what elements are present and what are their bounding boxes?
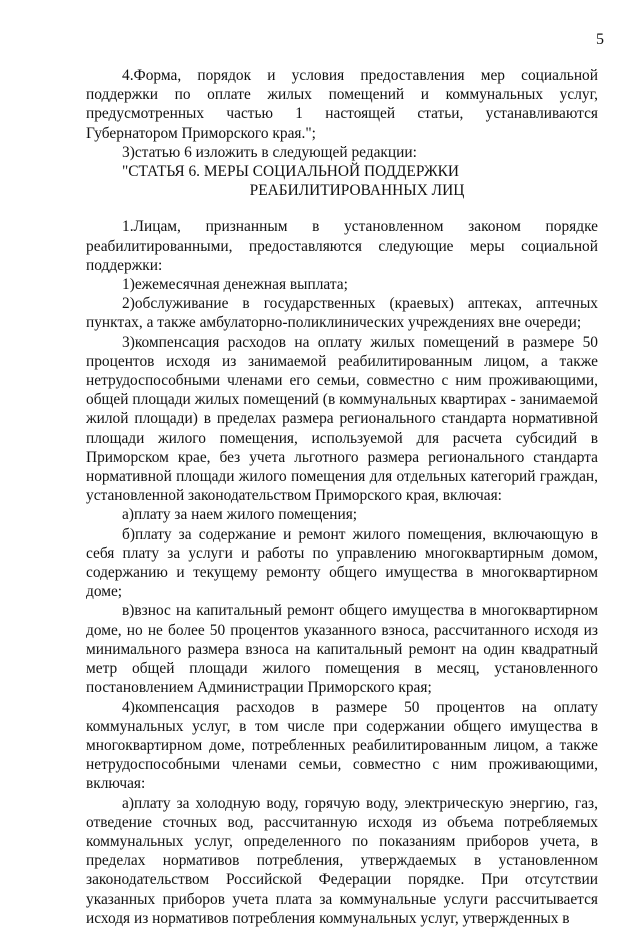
paragraph-article-5-part-4: 4.Форма, порядок и условия предоставления мер социальной поддержки по оплате жилых помещений и коммунальных услуг, предусмотренных частью 1 настоящей статьи, устанавливаются Губернатором Приморского края."; [86,67,598,142]
page-number: 5 [596,31,604,48]
paragraph-item-2: 2)обслуживание в государственных (краевых) аптеках, аптечных пунктах, а также амбулаторно-поликлинических учреждениях вне очереди; [86,295,598,332]
paragraph-subitem-a: а)плату за наем жилого помещения; [122,506,358,524]
document-body [86,66,598,928]
article-6-title-line-1: "СТАТЬЯ 6. МЕРЫ СОЦИАЛЬНОЙ ПОДДЕРЖКИ [122,163,460,181]
paragraph-item-3: 3)компенсация расходов на оплату жилых помещений в размере 50 процентов исходя из занимаемой реабилитированным лицом, а также нетрудоспособными членами его семьи, совместно с ним проживающими, общей площади жилых помещений (в коммунальных квартирах - занимаемой жилой площади) в пределах размера регионального стандарта нормативной площади жилого помещения, используемой для расчета субсидий в Приморском крае, без учета льготного размера регионального стандарта нормативной площади жилого помещения для отдельных категорий граждан, установленной законодательством Приморского края, включая: [86,333,598,505]
paragraph-article-6-part-1: 1.Лицам, признанным в установленном законом порядке реабилитированными, предоставляются следующие меры социальной поддержки: [86,218,598,274]
article-6-title-line-2: РЕАБИЛИТИРОВАННЫХ ЛИЦ [249,182,465,200]
paragraph-item-4: 4)компенсация расходов в размере 50 процентов на оплату коммунальных услуг, в том числе при содержании общего имущества в многоквартирном доме, потребленных реабилитированным лицом, а также нетрудоспособными членами семьи, совместно с ним проживающими, включая: [86,698,598,793]
paragraph-amendment-3: 3)статью 6 изложить в следующей редакции: [122,143,417,161]
paragraph-item-4-subitem-a: а)плату за холодную воду, горячую воду, электрическую энергию, газ, отведение сточных вод, рассчитанную исходя из объема потребляемых коммунальных услуг, определенного по показаниям приборов учета, в пределах нормативов потребления, утверждаемых в установленном законодательством Российской Федерации порядке. При отсутствии указанных приборов учета плата за коммунальные услуги рассчитывается исходя из нормативов потребления коммунальных услуг, утвержденных в [86,794,598,927]
paragraph-item-1: 1)ежемесячная денежная выплата; [122,276,348,294]
paragraph-subitem-b: б)плату за содержание и ремонт жилого помещения, включающую в себя плату за услуги и работы по управлению многоквартирным домом, содержанию и текущему ремонту общего имущества в многоквартирном доме; [86,525,598,601]
paragraph-subitem-v: в)взнос на капитальный ремонт общего имущества в многоквартирном доме, но не более 50 процентов указанного взноса, рассчитанного исходя из минимального размера взноса на капитальный ремонт на один квадратный метр общей площади жилого помещения в месяц, установленного постановлением Администрации Приморского края; [86,602,598,697]
